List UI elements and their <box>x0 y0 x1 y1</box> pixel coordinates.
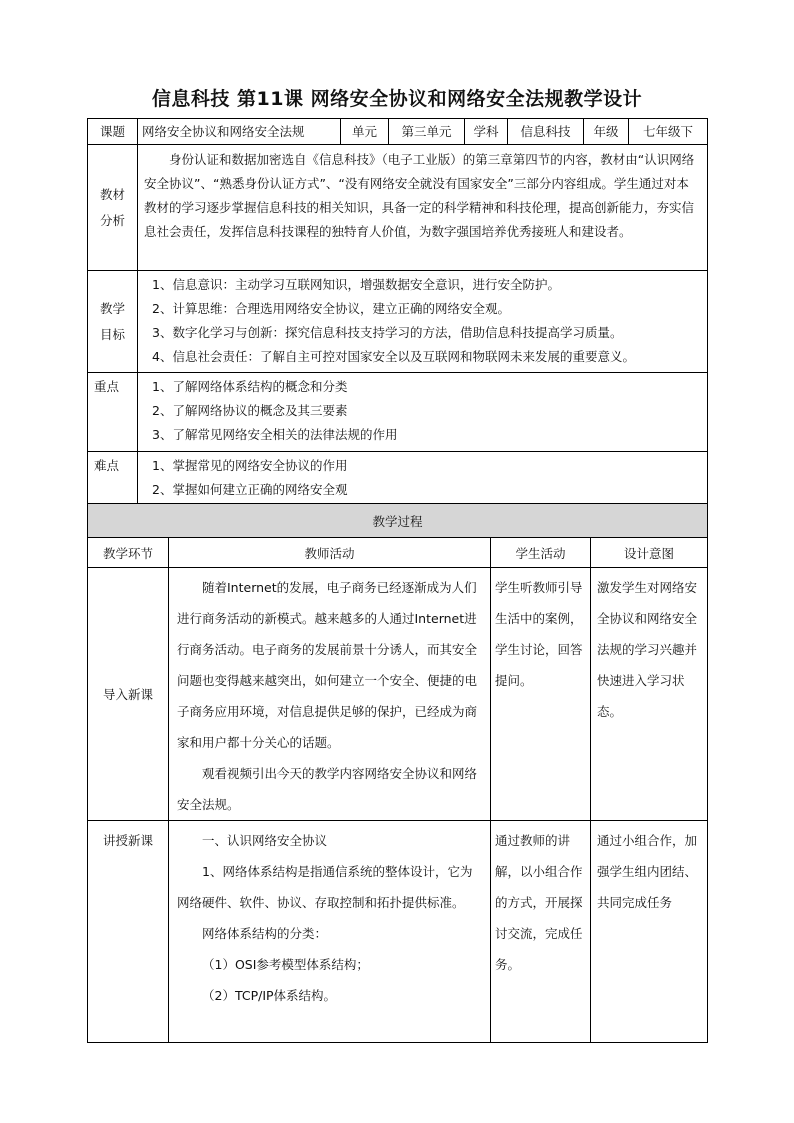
design-intent-cell: 激发学生对网络安全协议和网络安全法规的学习兴趣并快速进入学习状态。 <box>591 568 708 821</box>
info-row <box>88 119 708 145</box>
page-title: 信息科技 第11课 网络安全协议和网络安全法规教学设计 <box>151 88 643 110</box>
process-table <box>87 503 708 1043</box>
topic-value: 网络安全协议和网络安全法规 <box>138 119 341 145</box>
column-header: 教师活动 <box>169 538 491 568</box>
goal-item: 4、信息社会责任：了解自主可控对国家安全以及互联网和物联网未来发展的重要意义。 <box>152 349 635 364</box>
teacher-activity-cell <box>169 568 491 821</box>
difficulties-label: 难点 <box>88 452 138 505</box>
column-header: 设计意图 <box>591 538 708 568</box>
difficulty-item: 1、掌握常见的网络安全协议的作用 <box>152 458 348 473</box>
process-header-row <box>88 538 708 568</box>
process-heading: 教学过程 <box>88 504 708 538</box>
goals-list <box>138 271 708 373</box>
keypoints-label: 重点 <box>88 373 138 452</box>
column-header: 教学环节 <box>88 538 169 568</box>
unit-value: 第三单元 <box>389 119 465 145</box>
teacher-activity-cell <box>169 821 491 1043</box>
process-row-intro <box>88 568 708 821</box>
unit-label: 单元 <box>341 119 389 145</box>
keypoint-item: 2、了解网络协议的概念及其三要素 <box>152 403 348 418</box>
keypoint-item: 3、了解常见网络安全相关的法律法规的作用 <box>152 427 398 442</box>
process-row-new-lesson <box>88 821 708 1043</box>
difficulty-item: 2、掌握如何建立正确的网络安全观 <box>152 482 348 497</box>
teacher-paragraph: 网络体系结构的分类： <box>202 926 328 941</box>
stage-cell: 导入新课 <box>88 568 169 821</box>
teacher-paragraph: （2）TCP/IP体系结构。 <box>202 988 337 1003</box>
column-header: 学生活动 <box>491 538 591 568</box>
teacher-paragraph: （1）OSI参考模型体系结构； <box>202 957 369 972</box>
subject-label: 学科 <box>465 119 508 145</box>
goal-item: 2、计算思维：合理选用网络安全协议，建立正确的网络安全观。 <box>152 301 510 316</box>
topic-label: 课题 <box>88 119 138 145</box>
keypoint-item: 1、了解网络体系结构的概念和分类 <box>152 379 348 394</box>
material-label: 教材分析 <box>88 145 138 271</box>
stage-cell: 讲授新课 <box>88 821 169 1043</box>
info-table <box>87 118 708 505</box>
goal-item: 1、信息意识：主动学习互联网知识，增强数据安全意识，进行安全防护。 <box>152 277 560 292</box>
keypoints-row <box>88 373 708 452</box>
material-row <box>88 145 708 271</box>
difficulties-list <box>138 452 708 505</box>
teacher-paragraph: 观看视频引出今天的教学内容网络安全协议和网络安全法规。 <box>177 766 478 812</box>
teacher-paragraph: 一、认识网络安全协议 <box>202 833 328 848</box>
teacher-paragraph: 1、网络体系结构是指通信系统的整体设计，它为网络硬件、软件、协议、存取控制和拓扑提供标准。 <box>177 864 473 910</box>
student-activity-cell: 学生听教师引导生活中的案例，学生讨论，回答提问。 <box>491 568 591 821</box>
grade-value: 七年级下 <box>629 119 708 145</box>
material-text <box>138 145 708 271</box>
student-activity-cell: 通过教师的讲解，以小组合作的方式，开展探讨交流，完成任务。 <box>491 821 591 1043</box>
goals-label: 教学目标 <box>88 271 138 373</box>
keypoints-list <box>138 373 708 452</box>
material-paragraph: 身份认证和数据加密选自《信息科技》（电子工业版）的第三章第四节的内容，教材由“认识网络安全协议”、“熟悉身份认证方式”、“没有网络安全就没有国家安全”三部分内容组成。学生通过对本教材的学习逐步掌握信息科技的相关知识，具备一定的科学精神和科技伦理，提高创新能力，夯实信息社会责任，发挥信息科技课程的独特育人价值，为数字强国培养优秀接班人和建设者。 <box>144 152 695 239</box>
goals-row <box>88 271 708 373</box>
grade-label: 年级 <box>584 119 629 145</box>
difficulties-row <box>88 452 708 505</box>
teacher-paragraph: 随着Internet的发展，电子商务已经逐渐成为人们进行商务活动的新模式。越来越多的人通过Internet进行商务活动。电子商务的发展前景十分诱人，而其安全问题也变得越来越突出，如何建立一个安全、便捷的电子商务应用环境，对信息提供足够的保护，已经成为商家和用户都十分关心的话题。 <box>177 580 478 750</box>
design-intent-cell: 通过小组合作，加强学生组内团结、共同完成任务 <box>591 821 708 1043</box>
goal-item: 3、数字化学习与创新：探究信息科技支持学习的方法，借助信息科技提高学习质量。 <box>152 325 623 340</box>
subject-value: 信息科技 <box>508 119 584 145</box>
process-heading-row <box>88 504 708 538</box>
